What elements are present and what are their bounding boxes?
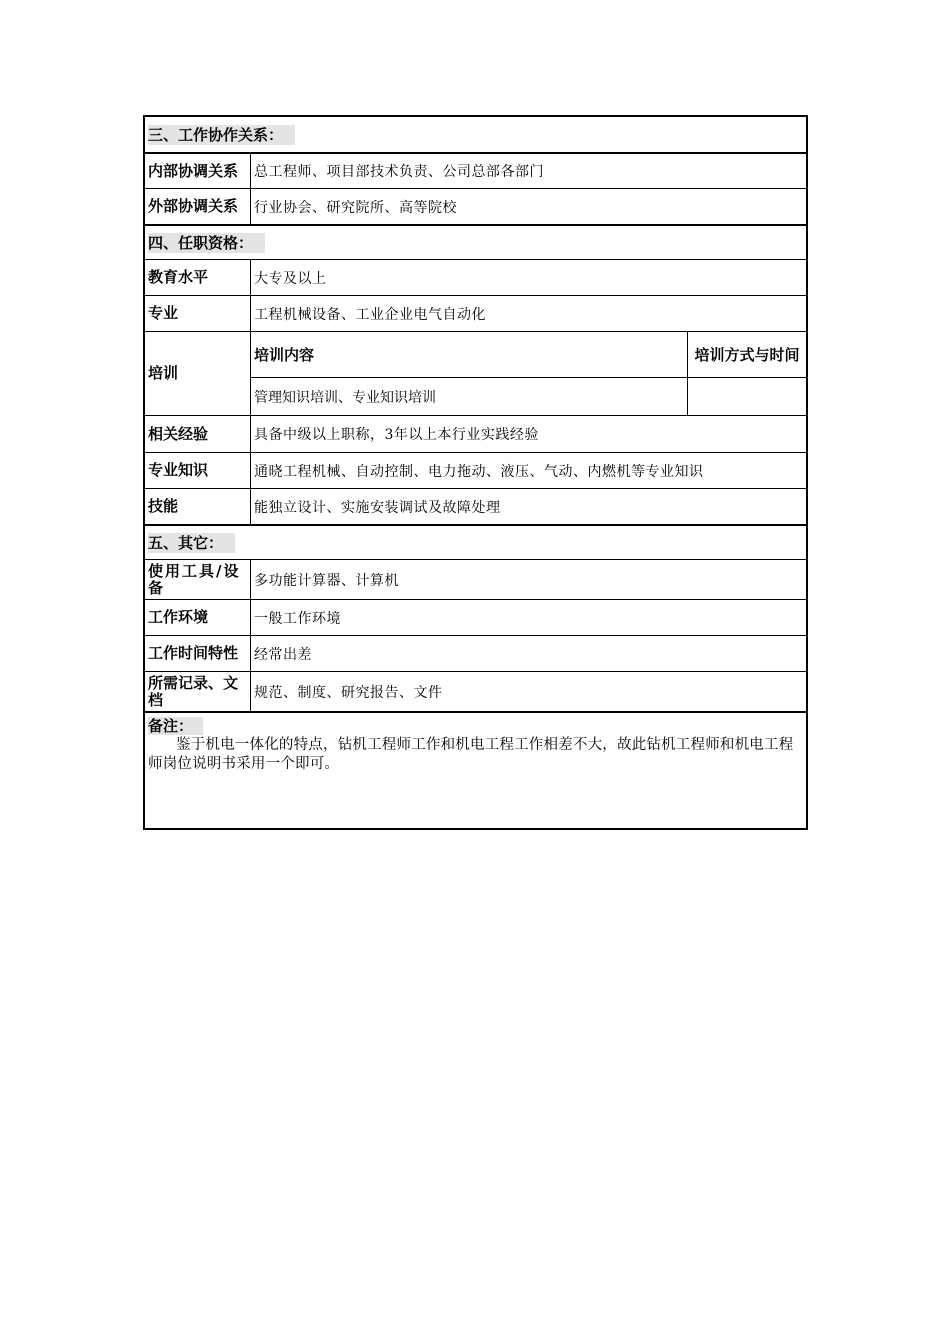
section-other bbox=[145, 524, 806, 559]
value-tools: 多功能计算器、计算机 bbox=[254, 572, 399, 589]
row-environment bbox=[145, 599, 806, 635]
label-environment: 工作环境 bbox=[145, 600, 251, 635]
row-external bbox=[145, 188, 806, 224]
training-header-row bbox=[251, 332, 806, 377]
value-skills: 能独立设计、实施安装调试及故障处理 bbox=[254, 499, 501, 516]
value-knowledge: 通晓工程机械、自动控制、电力拖动、液压、气动、内燃机等专业知识 bbox=[254, 463, 704, 480]
job-description-table bbox=[143, 115, 808, 830]
row-experience bbox=[145, 415, 806, 452]
row-skills bbox=[145, 488, 806, 524]
value-external: 行业协会、研究院所、高等院校 bbox=[254, 199, 457, 216]
label-major: 专业 bbox=[145, 296, 251, 331]
training-content-header: 培训内容 bbox=[251, 332, 688, 377]
label-training: 培训 bbox=[145, 332, 251, 415]
value-time: 经常出差 bbox=[254, 646, 312, 663]
row-tools bbox=[145, 559, 806, 599]
label-records: 所需记录、文档 bbox=[145, 672, 251, 711]
training-subtable bbox=[251, 332, 806, 415]
value-experience: 具备中级以上职称，3年以上本行业实践经验 bbox=[254, 427, 539, 443]
value-environment: 一般工作环境 bbox=[254, 610, 341, 627]
section-title: 三、工作协作关系： bbox=[148, 125, 295, 145]
row-time bbox=[145, 635, 806, 671]
label-experience: 相关经验 bbox=[145, 416, 251, 452]
label-skills: 技能 bbox=[145, 489, 251, 524]
row-records bbox=[145, 671, 806, 711]
training-method bbox=[688, 378, 806, 415]
notes-section bbox=[145, 711, 806, 828]
value-major: 工程机械设备、工业企业电气自动化 bbox=[254, 306, 486, 323]
notes-header bbox=[148, 716, 803, 736]
notes-label: 备注： bbox=[148, 717, 203, 735]
training-data-row bbox=[251, 377, 806, 415]
section-collaboration bbox=[145, 117, 806, 152]
row-internal bbox=[145, 152, 806, 188]
value-education: 大专及以上 bbox=[254, 270, 327, 287]
row-education bbox=[145, 259, 806, 295]
training-content: 管理知识培训、专业知识培训 bbox=[251, 378, 688, 415]
section-qualifications bbox=[145, 224, 806, 259]
label-knowledge: 专业知识 bbox=[145, 453, 251, 488]
notes-text: 鉴于机电一体化的特点，钻机工程师工作和机电工程工作相差不大，故此钻机工程师和机电工程师岗位说明书采用一个即可。 bbox=[148, 737, 794, 772]
value-records: 规范、制度、研究报告、文件 bbox=[254, 684, 443, 701]
section-title: 五、其它： bbox=[148, 533, 235, 553]
label-internal: 内部协调关系 bbox=[145, 154, 251, 188]
training-method-header: 培训方式与时间 bbox=[694, 345, 800, 364]
label-tools: 使用工具/设备 bbox=[145, 560, 251, 599]
label-external: 外部协调关系 bbox=[145, 189, 251, 224]
value-internal: 总工程师、项目部技术负责、公司总部各部门 bbox=[254, 164, 544, 180]
label-education: 教育水平 bbox=[145, 260, 251, 295]
row-major bbox=[145, 295, 806, 331]
label-time: 工作时间特性 bbox=[145, 636, 251, 671]
row-training bbox=[145, 331, 806, 415]
row-knowledge bbox=[145, 452, 806, 488]
section-title: 四、任职资格： bbox=[148, 233, 265, 253]
